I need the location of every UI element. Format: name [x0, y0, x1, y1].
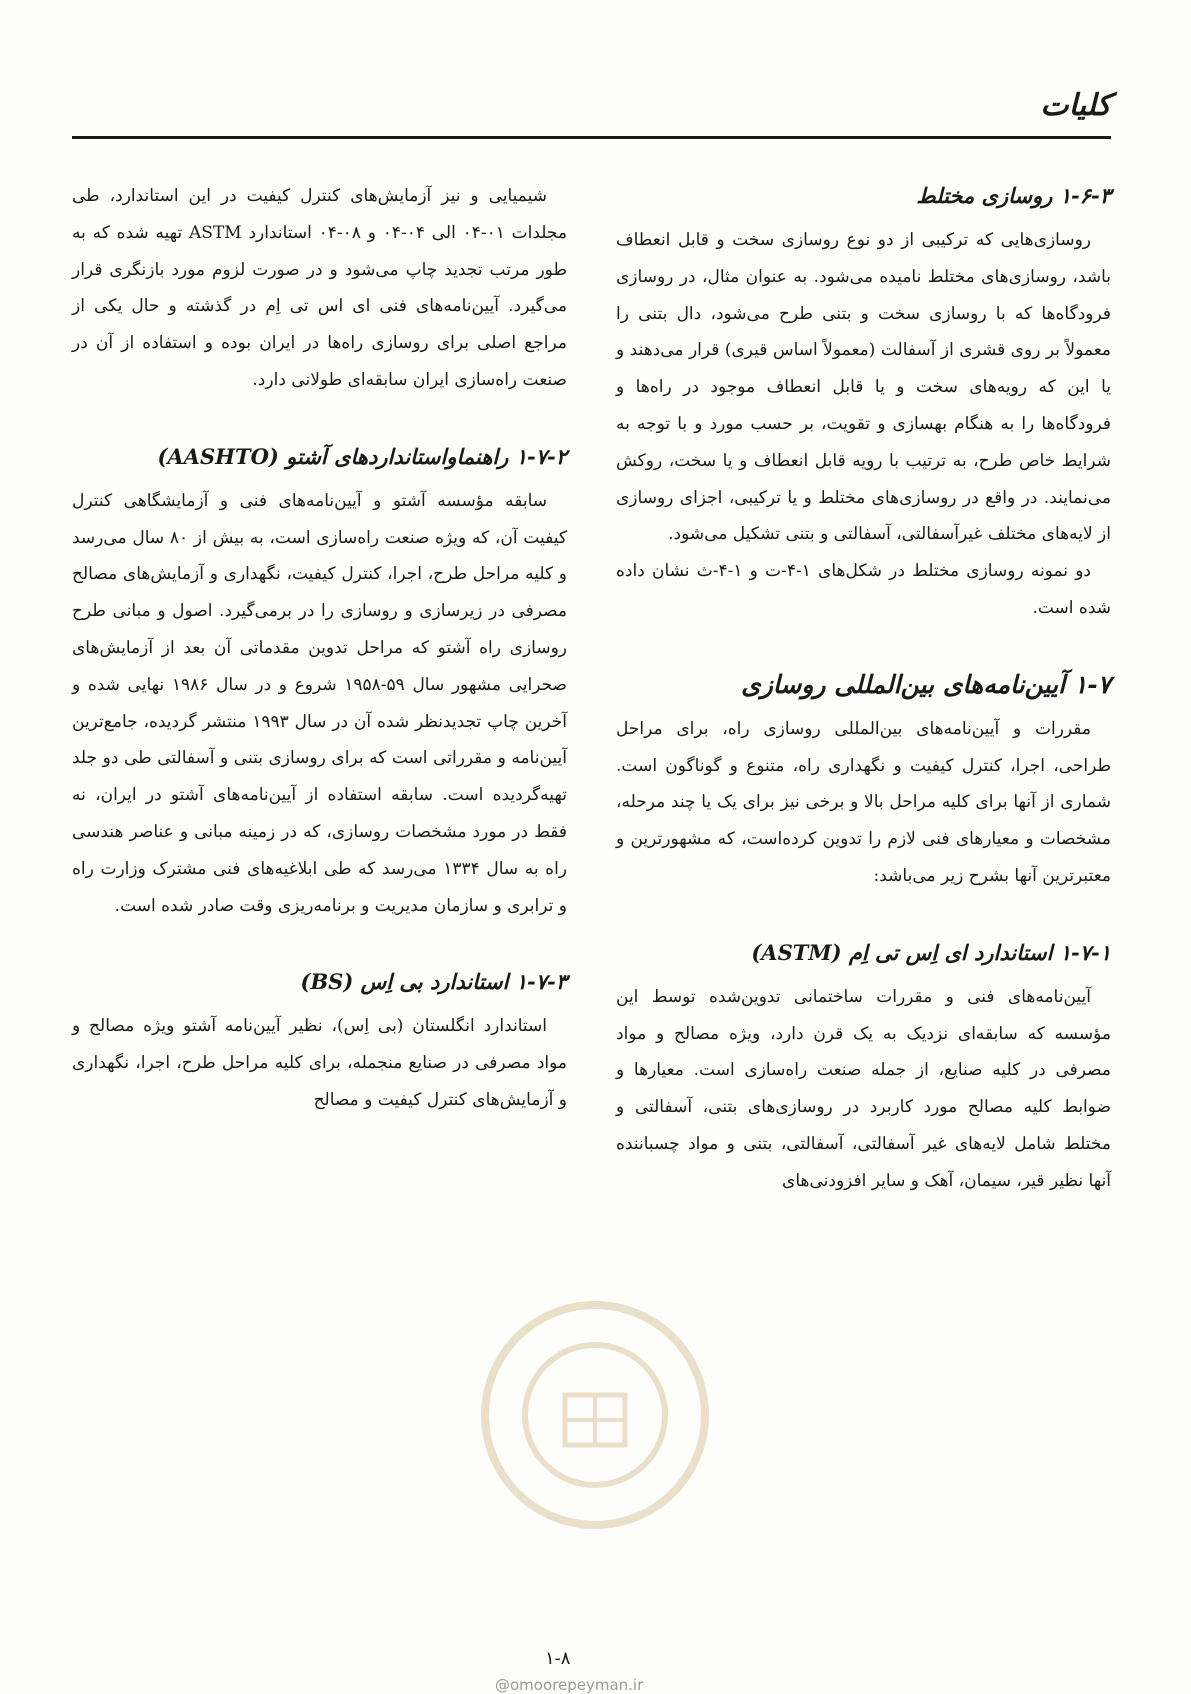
header-rule: [72, 136, 1111, 139]
paragraph: دو نمونه روسازی مختلط در شکل‌های ۱-۴-ت و ۱-۴-ث نشان داده شده است.: [616, 561, 1111, 618]
left-column: [72, 178, 567, 1119]
page-number: ۱-۸: [545, 1648, 571, 1669]
section-heading: ۱-۷-۳ استاندارد بی اِس (BS): [300, 969, 567, 995]
right-column: [616, 178, 1111, 1200]
section-heading: ۱-۶-۳ روسازی مختلط: [916, 183, 1111, 208]
watermark-site-text: @omoorepeyman.ir: [495, 1676, 644, 1694]
watermark-logo-icon: [470, 1290, 720, 1540]
paragraph: آیین‌نامه‌های فنی و مقررات ساختمانی تدوین‌شده توسط این مؤسسه که سابقه‌ای نزدیک به یک قرن دارد، ویژه مصالح و مواد مصرفی در کلیه صنایع، از جمله صنعت راه‌سازی است. معیارها و ضوابط کلیه مصالح مورد کاربرد در روسازی‌های بتنی، آسفالتی و مختلط شامل لایه‌های غیر آسفالتی، آسفالتی، بتنی و مواد چسباننده آنها نظیر قیر، سیمان، آهک و سایر افزودنی‌های: [616, 986, 1111, 1191]
paragraph: سابقه مؤسسه آشتو و آیین‌نامه‌های فنی و آزمایشگاهی کنترل کیفیت آن، که ویژه صنعت راه‌سازی است، به بیش از ۸۰ سال می‌رسد و کلیه مراحل طرح، اجرا، کنترل کیفیت، نگهداری و آزمایش‌های مصالح مصرفی در زیرسازی و روسازی را در برمی‌گیرد. اصول و مبانی طرح روسازی راه آشتو که مراحل تدوین مقدماتی آن بعد از آزمایش‌های صحرایی مشهور سال ۵۹-۱۹۵۸ شروع و در سال ۱۹۸۶ نهایی شده و آخرین چاپ تجدیدنظر شده آن در سال ۱۹۹۳ منتشر گردیده، جامع‌ترین آیین‌نامه و مقرراتی است که برای روسازی بتنی و آسفالتی طی دو جلد تهیه‌گردیده است. سابقه استفاده از آیین‌نامه‌های آشتو در ایران، نه فقط در مورد مشخصات روسازی، که در زمینه مبانی و عناصر هندسی راه به سال ۱۳۳۴ می‌رسد که طی ابلاغیه‌های فنی مشترک وزارت راه و ترابری و سازمان مدیریت و برنامه‌ریزی وقت صادر شده است.: [72, 490, 568, 916]
paragraph: مقررات و آیین‌نامه‌های بین‌المللی روسازی راه، برای مراحل طراحی، اجرا، کنترل کیفیت و نگهداری راه، متنوع و گوناگون است. شماری از آنها برای کلیه مراحل بالا و برخی نیز برای یک یا چند مرحله، مشخصات و معیارهای فنی لازم را تدوین کرده‌است، که مشهورترین و معتبرترین آنها بشرح زیر می‌باشد:: [616, 718, 1111, 886]
paragraph: روسازی‌هایی که ترکیبی از دو نوع روسازی سخت و قابل انعطاف باشد، روسازی‌های مختلط نامیده می‌شود. به عنوان مثال، در روسازی فرودگاه‌ها که با روسازی سخت و بتنی طرح می‌شود، دال بتنی را معمولاً بر روی قشری از آسفالت (معمولاً اساس قیری) قرار می‌دهند و یا این که رویه‌های سخت و یا قابل انعطاف موجود در راه‌ها و فرودگاه‌ها را به هنگام بهسازی و تقویت، بر حسب مورد و با توجه به شرایط خاص طرح، به ترتیب با رویه قابل انعطاف و یا سخت، روکش می‌نمایند. در واقع در روسازی‌های مختلط و یا ترکیبی، اجزای روسازی از لایه‌های مختلف غیرآسفالتی، آسفالتی و بتنی تشکیل می‌شود.: [616, 230, 1111, 545]
paragraph: شیمیایی و نیز آزمایش‌های کنترل کیفیت در این استاندارد، طی مجلدات ۰۱-۰۴ الی ۰۴-۰۴ و ۰۸-۰۴ استاندارد ASTM تهیه شده که به طور مرتب تجدید چاپ می‌شود و در صورت لزوم مورد بازنگری قرار می‌گیرد. آیین‌نامه‌های فنی ای اس تی اِم در گذشته و حال یکی از مراجع اصلی برای روسازی راه‌ها در ایران بوده و استفاده از آن در صنعت راه‌سازی ایران سابقه‌ای طولانی دارد.: [72, 186, 567, 390]
running-header-title: کلیات: [1040, 88, 1111, 123]
section-heading: ۱-۷ آیین‌نامه‌های بین‌المللی روسازی: [741, 669, 1111, 699]
section-heading: ۱-۷-۱ استاندارد ای اِس تی اِم (ASTM): [751, 939, 1111, 965]
section-heading: ۱-۷-۲ راهنماواستانداردهای آشتو (AASHTO): [157, 443, 567, 469]
paragraph: استاندارد انگلستان (بی اِس)، نظیر آیین‌نامه آشتو ویژه مصالح و مواد مصرفی در صنایع منجمله، برای کلیه مراحل طرح، اجرا، نگهداری و آزمایش‌های کنترل کیفیت و مصالح: [72, 1016, 567, 1110]
